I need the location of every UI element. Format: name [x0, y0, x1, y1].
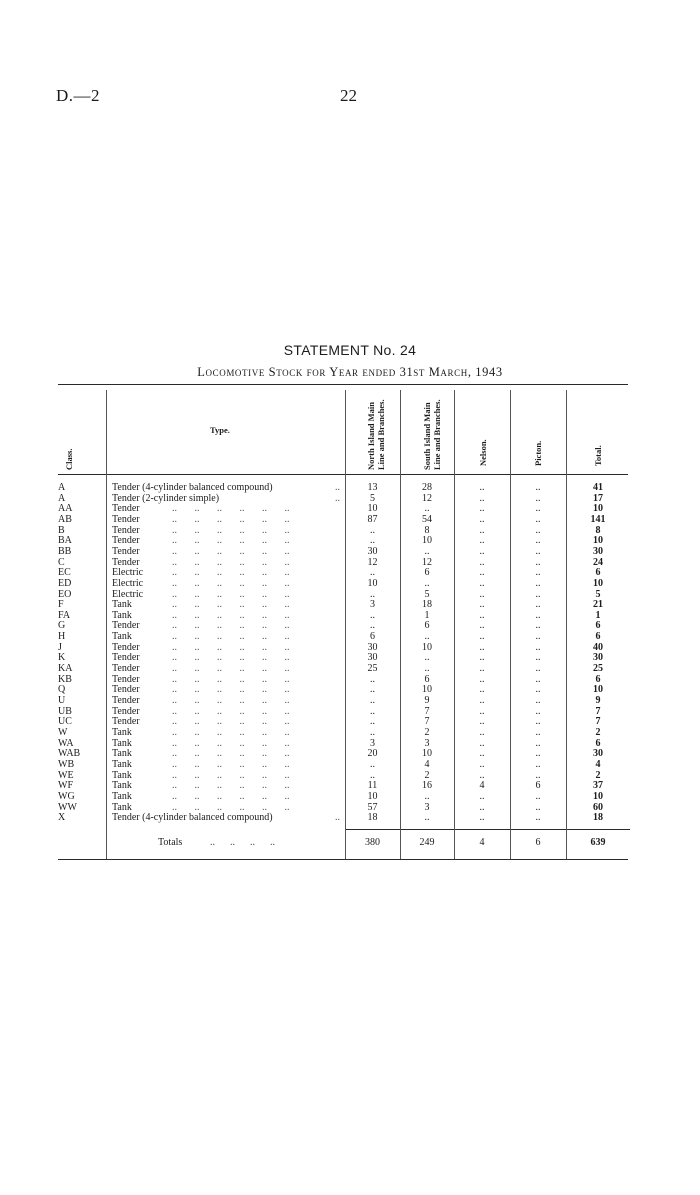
leader-dots: .. .. .. .. .. .. [172, 599, 290, 611]
row-total: 2 [595, 726, 601, 738]
row-total: 10 [593, 535, 603, 547]
row-total: 21 [593, 599, 603, 611]
table-row [0, 611, 700, 622]
row-nelson: .. [479, 748, 485, 760]
leader-dots: .. .. .. .. .. .. [172, 535, 290, 547]
row-picton: .. [535, 482, 541, 493]
row-class: W [58, 726, 68, 738]
row-nelson: .. [479, 577, 485, 589]
leader-dots: .. .. .. .. .. .. [172, 513, 290, 525]
leader-dots: .. .. .. .. .. .. [172, 556, 290, 568]
row-nelson: .. [479, 631, 485, 643]
row-nelson: .. [479, 673, 485, 685]
totals-north-island: 380 [365, 837, 380, 848]
row-picton: .. [535, 673, 541, 685]
leader-dots: .. .. .. .. .. .. [172, 620, 290, 632]
row-picton: .. [535, 790, 541, 802]
row-total: 10 [593, 577, 603, 589]
row-type: Tender (4-cylinder balanced compound) [112, 482, 273, 493]
leader-dots: .. .. .. .. .. .. [172, 705, 290, 717]
row-class: WW [58, 801, 77, 813]
leader-dots: .. .. .. .. .. .. [172, 524, 290, 536]
row-nelson: .. [479, 758, 485, 770]
row-total: 60 [593, 801, 603, 813]
row-total: 4 [595, 758, 601, 770]
row-type: Tank [112, 780, 132, 792]
row-type: Electric [112, 588, 144, 600]
totals-dots: .. .. .. .. [210, 837, 275, 848]
totals-nelson: 4 [479, 837, 485, 848]
row-class: H [58, 631, 66, 643]
table-row [0, 717, 700, 728]
leader-dots: .. .. .. .. .. .. [172, 545, 290, 557]
row-class: C [58, 556, 65, 568]
row-picton: .. [535, 524, 541, 536]
statement-subtitle: Locomotive Stock for Year ended 31st March, 1943 [197, 365, 503, 379]
row-south-island: 6 [424, 567, 430, 579]
row-nelson: .. [479, 716, 485, 728]
row-north-island: .. [370, 609, 375, 621]
row-picton: .. [535, 705, 541, 717]
row-total: 25 [593, 663, 603, 675]
row-picton: .. [535, 652, 541, 664]
row-nelson: .. [479, 695, 485, 706]
row-north-island: .. [370, 620, 375, 632]
leader-dots: .. .. .. .. .. .. [172, 673, 290, 685]
row-nelson: .. [479, 513, 485, 525]
row-picton: .. [535, 599, 541, 611]
row-total: 7 [595, 716, 601, 728]
row-north-island: 10 [367, 577, 378, 589]
row-picton: .. [535, 556, 541, 568]
row-north-island: .. [370, 758, 375, 770]
row-picton: .. [535, 726, 541, 738]
leader-dots: .. .. .. .. .. .. [172, 609, 290, 621]
row-south-island: .. [424, 631, 430, 643]
row-class: WG [58, 790, 75, 802]
totals-south-island: 249 [419, 837, 435, 848]
row-total: 6 [595, 737, 601, 749]
row-nelson: .. [479, 726, 485, 738]
row-class: FA [58, 609, 71, 621]
leader-dots: .. .. .. .. .. .. [172, 737, 290, 749]
table-row [0, 696, 700, 707]
header-south-island-2: Line and Branches. [432, 399, 442, 470]
leader-dots: .. .. .. .. .. .. [172, 780, 290, 792]
row-class: J [58, 641, 62, 653]
row-north-island: .. [370, 705, 375, 717]
row-south-island: 10 [422, 684, 432, 696]
row-south-island: 6 [424, 673, 430, 685]
row-north-island: .. [370, 695, 375, 706]
row-class: KA [58, 663, 73, 675]
row-type: Tank [112, 726, 132, 738]
row-type: Tender [112, 663, 140, 675]
table-row [0, 792, 700, 803]
row-total: 8 [595, 524, 601, 536]
row-picton: .. [535, 641, 541, 653]
row-north-island: 12 [367, 556, 378, 568]
row-south-island: 5 [424, 588, 430, 600]
row-nelson: .. [479, 812, 485, 824]
row-class: WE [58, 769, 74, 781]
row-picton: .. [535, 716, 541, 728]
row-type: Tank [112, 599, 132, 611]
row-type: Tender (4-cylinder balanced compound) [112, 812, 273, 824]
row-picton: .. [535, 695, 541, 706]
row-nelson: .. [479, 524, 485, 536]
header-total: Total. [593, 445, 603, 466]
row-south-island: 3 [424, 801, 430, 813]
row-south-island: .. [424, 503, 430, 515]
row-class: F [58, 599, 64, 611]
row-south-island: 2 [424, 726, 430, 738]
row-south-island: .. [424, 652, 430, 664]
row-type: Electric [112, 567, 144, 579]
row-class: A [58, 482, 66, 493]
row-nelson: .. [479, 769, 485, 781]
row-type: Tender [112, 695, 140, 706]
row-picton: .. [535, 737, 541, 749]
table-row [0, 664, 700, 675]
row-south-island: 6 [424, 620, 430, 632]
row-nelson: .. [479, 705, 485, 717]
row-south-island: 8 [424, 524, 430, 536]
table-row [0, 813, 700, 824]
row-south-island: 18 [422, 599, 432, 611]
row-total: 18 [593, 812, 603, 824]
leader-dots: .. .. .. .. .. .. [172, 641, 290, 653]
row-type: Tank [112, 769, 132, 781]
row-class: K [58, 652, 66, 664]
row-type: Tank [112, 758, 132, 770]
row-picton: .. [535, 620, 541, 632]
leader-dots: .. .. .. .. .. .. [172, 577, 290, 589]
row-total: 37 [593, 780, 603, 792]
row-nelson: .. [479, 503, 485, 515]
row-total: 2 [595, 769, 601, 781]
row-nelson: .. [479, 492, 485, 504]
row-nelson: .. [479, 684, 485, 696]
row-total: 1 [595, 609, 601, 621]
row-south-island: 3 [424, 737, 430, 749]
leader-dots: .. .. .. .. .. .. [172, 652, 290, 664]
leader-dots: .. .. .. .. .. .. [172, 758, 290, 770]
leader-dots: .. [335, 482, 340, 493]
row-north-island: .. [370, 769, 375, 781]
row-type: Tender (2-cylinder simple) [112, 492, 220, 504]
row-picton: .. [535, 663, 541, 675]
row-nelson: .. [479, 609, 485, 621]
row-class: WA [58, 737, 74, 749]
totals-picton: 6 [535, 837, 541, 848]
row-nelson: 4 [479, 780, 485, 792]
row-type: Tank [112, 790, 132, 802]
row-type: Tender [112, 535, 140, 547]
row-north-island: .. [370, 524, 375, 536]
doc-reference: D.—2 [56, 86, 101, 105]
row-north-island: .. [370, 588, 375, 600]
totals-top-rule [345, 829, 630, 830]
row-class: KB [58, 673, 72, 685]
row-total: 24 [593, 556, 603, 568]
row-south-island: 10 [422, 641, 432, 653]
row-south-island: 7 [424, 705, 430, 717]
leader-dots: .. .. .. .. .. .. [172, 726, 290, 738]
leader-dots: .. .. .. .. .. .. [172, 801, 290, 813]
row-total: 7 [595, 705, 601, 717]
row-picton: .. [535, 609, 541, 621]
row-class: UB [58, 705, 72, 717]
table-row [0, 600, 700, 611]
table-row [0, 749, 700, 760]
leader-dots: .. .. .. .. .. .. [172, 716, 290, 728]
table-row [0, 558, 700, 569]
table-row [0, 728, 700, 739]
row-class: UC [58, 716, 72, 728]
table-row [0, 515, 700, 526]
row-picton: .. [535, 535, 541, 547]
leader-dots: .. [335, 812, 340, 824]
row-nelson: .. [479, 588, 485, 600]
row-total: 6 [595, 620, 601, 632]
row-type: Tender [112, 513, 140, 525]
row-class: EO [58, 588, 72, 600]
row-nelson: .. [479, 652, 485, 664]
row-nelson: .. [479, 620, 485, 632]
leader-dots: .. .. .. .. .. .. [172, 588, 290, 600]
row-nelson: .. [479, 663, 485, 675]
leader-dots: .. .. .. .. .. .. [172, 503, 290, 515]
row-south-island: .. [424, 812, 430, 824]
row-type: Tender [112, 556, 140, 568]
row-nelson: .. [479, 535, 485, 547]
row-picton: .. [535, 748, 541, 760]
row-north-island: 30 [367, 652, 378, 664]
row-nelson: .. [479, 545, 485, 557]
row-type: Tank [112, 737, 132, 749]
row-south-island: 54 [422, 513, 432, 525]
row-class: AA [58, 503, 73, 515]
leader-dots: .. .. .. .. .. .. [172, 663, 290, 675]
row-total: 6 [595, 567, 601, 579]
row-type: Tender [112, 620, 140, 632]
leader-dots: .. .. .. .. .. .. [172, 790, 290, 802]
table-top-rule [58, 384, 628, 385]
row-total: 30 [593, 545, 603, 557]
row-picton: .. [535, 801, 541, 813]
row-south-island: 2 [424, 769, 430, 781]
row-type: Tender [112, 684, 140, 696]
leader-dots: .. .. .. .. .. .. [172, 631, 290, 643]
row-south-island: 4 [424, 758, 430, 770]
header-south-island-1: South Island Main [422, 402, 432, 470]
row-total: 17 [593, 492, 603, 504]
header-type: Type. [210, 425, 230, 435]
row-picton: .. [535, 588, 541, 600]
leader-dots: .. .. .. .. .. .. [172, 748, 290, 760]
row-nelson: .. [479, 556, 485, 568]
row-type: Tender [112, 524, 140, 536]
row-total: 41 [593, 482, 603, 493]
row-type: Tank [112, 609, 132, 621]
row-south-island: 16 [422, 780, 432, 792]
row-type: Tank [112, 748, 132, 760]
table-row [0, 483, 700, 494]
row-type: Tender [112, 705, 140, 717]
row-type: Tank [112, 631, 132, 643]
row-north-island: 30 [367, 545, 378, 557]
row-type: Tender [112, 641, 140, 653]
row-type: Tender [112, 652, 140, 664]
table-row [0, 547, 700, 558]
row-class: Q [58, 684, 66, 696]
row-class: WF [58, 780, 73, 792]
row-total: 30 [593, 652, 603, 664]
row-north-island: 25 [367, 663, 378, 675]
row-north-island: .. [370, 567, 375, 579]
row-picton: .. [535, 769, 541, 781]
header-bottom-rule [58, 474, 628, 475]
row-picton: .. [535, 567, 541, 579]
row-type: Tender [112, 545, 140, 557]
row-north-island: .. [370, 673, 375, 685]
row-north-island: 3 [370, 599, 375, 611]
row-total: 10 [593, 503, 603, 515]
row-picton: .. [535, 545, 541, 557]
leader-dots: .. .. .. .. .. .. [172, 567, 290, 579]
row-class: EC [58, 567, 71, 579]
row-picton: .. [535, 492, 541, 504]
row-south-island: 12 [422, 556, 432, 568]
row-type: Tender [112, 716, 140, 728]
row-south-island: 1 [424, 609, 430, 621]
row-picton: .. [535, 812, 541, 824]
row-total: 30 [593, 748, 603, 760]
row-total: 6 [595, 631, 601, 643]
row-picton: .. [535, 513, 541, 525]
row-north-island: .. [370, 716, 375, 728]
row-north-island: 6 [370, 631, 375, 643]
row-class: BB [58, 545, 72, 557]
table-row [0, 621, 700, 632]
row-type: Tender [112, 673, 140, 685]
row-total: 40 [593, 641, 603, 653]
row-total: 10 [593, 790, 603, 802]
row-type: Tender [112, 503, 140, 515]
totals-label: Totals [158, 837, 183, 848]
row-south-island: 10 [422, 535, 432, 547]
row-nelson: .. [479, 482, 485, 493]
row-class: A [58, 492, 66, 504]
row-type: Tank [112, 801, 132, 813]
row-north-island: 11 [367, 780, 378, 792]
header-class: Class. [64, 448, 74, 470]
row-class: AB [58, 513, 72, 525]
page-number: 22 [340, 86, 357, 105]
row-class: U [58, 695, 66, 706]
statement-title: STATEMENT No. 24 [283, 342, 417, 358]
row-picton: 6 [535, 780, 541, 792]
row-south-island: .. [424, 790, 430, 802]
row-south-island: .. [424, 545, 430, 557]
leader-dots: .. .. .. .. .. .. [172, 684, 290, 696]
row-total: 10 [593, 684, 603, 696]
row-class: B [58, 524, 65, 536]
row-nelson: .. [479, 737, 485, 749]
row-picton: .. [535, 684, 541, 696]
row-south-island: 9 [424, 695, 430, 706]
row-class: ED [58, 577, 72, 589]
row-north-island: 30 [367, 641, 378, 653]
row-total: 141 [590, 513, 606, 525]
row-north-island: 20 [367, 748, 378, 760]
row-south-island: .. [424, 663, 430, 675]
row-north-island: 3 [370, 737, 375, 749]
row-north-island: 10 [367, 790, 378, 802]
row-north-island: 87 [367, 513, 378, 525]
leader-dots: .. .. .. .. .. .. [172, 695, 290, 706]
row-nelson: .. [479, 567, 485, 579]
table-row [0, 760, 700, 771]
row-north-island: 18 [367, 812, 378, 824]
row-south-island: 10 [422, 748, 432, 760]
header-north-island-1: North Island Main [366, 401, 376, 470]
table-row [0, 685, 700, 696]
row-north-island: 10 [367, 503, 378, 515]
row-type: Electric [112, 577, 144, 589]
table-bottom-rule [58, 859, 628, 860]
header-picton: Picton. [533, 440, 543, 466]
row-picton: .. [535, 631, 541, 643]
row-south-island: 12 [422, 492, 432, 504]
row-class: G [58, 620, 66, 632]
row-north-island: .. [370, 684, 375, 696]
row-class: BA [58, 535, 72, 547]
row-total: 9 [595, 695, 601, 706]
totals-grand-total: 639 [590, 837, 606, 848]
row-south-island: .. [424, 577, 430, 589]
row-class: X [58, 812, 66, 824]
header-nelson: Nelson. [478, 439, 488, 466]
row-nelson: .. [479, 790, 485, 802]
row-north-island: 5 [370, 492, 375, 504]
row-picton: .. [535, 503, 541, 515]
row-north-island: .. [370, 535, 375, 547]
header-north-island-2: Line and Branches. [376, 399, 386, 470]
table-row [0, 707, 700, 718]
row-north-island: 57 [367, 801, 378, 813]
table-row [0, 579, 700, 590]
leader-dots: .. [335, 492, 340, 504]
row-total: 6 [595, 673, 601, 685]
row-nelson: .. [479, 641, 485, 653]
row-north-island: .. [370, 726, 375, 738]
row-south-island: 7 [424, 716, 430, 728]
row-south-island: 28 [422, 482, 432, 493]
row-picton: .. [535, 758, 541, 770]
row-north-island: 13 [367, 482, 378, 493]
row-picton: .. [535, 577, 541, 589]
row-nelson: .. [479, 801, 485, 813]
row-class: WB [58, 758, 75, 770]
row-nelson: .. [479, 599, 485, 611]
leader-dots: .. .. .. .. .. .. [172, 769, 290, 781]
row-class: WAB [58, 748, 81, 760]
row-total: 5 [595, 588, 601, 600]
